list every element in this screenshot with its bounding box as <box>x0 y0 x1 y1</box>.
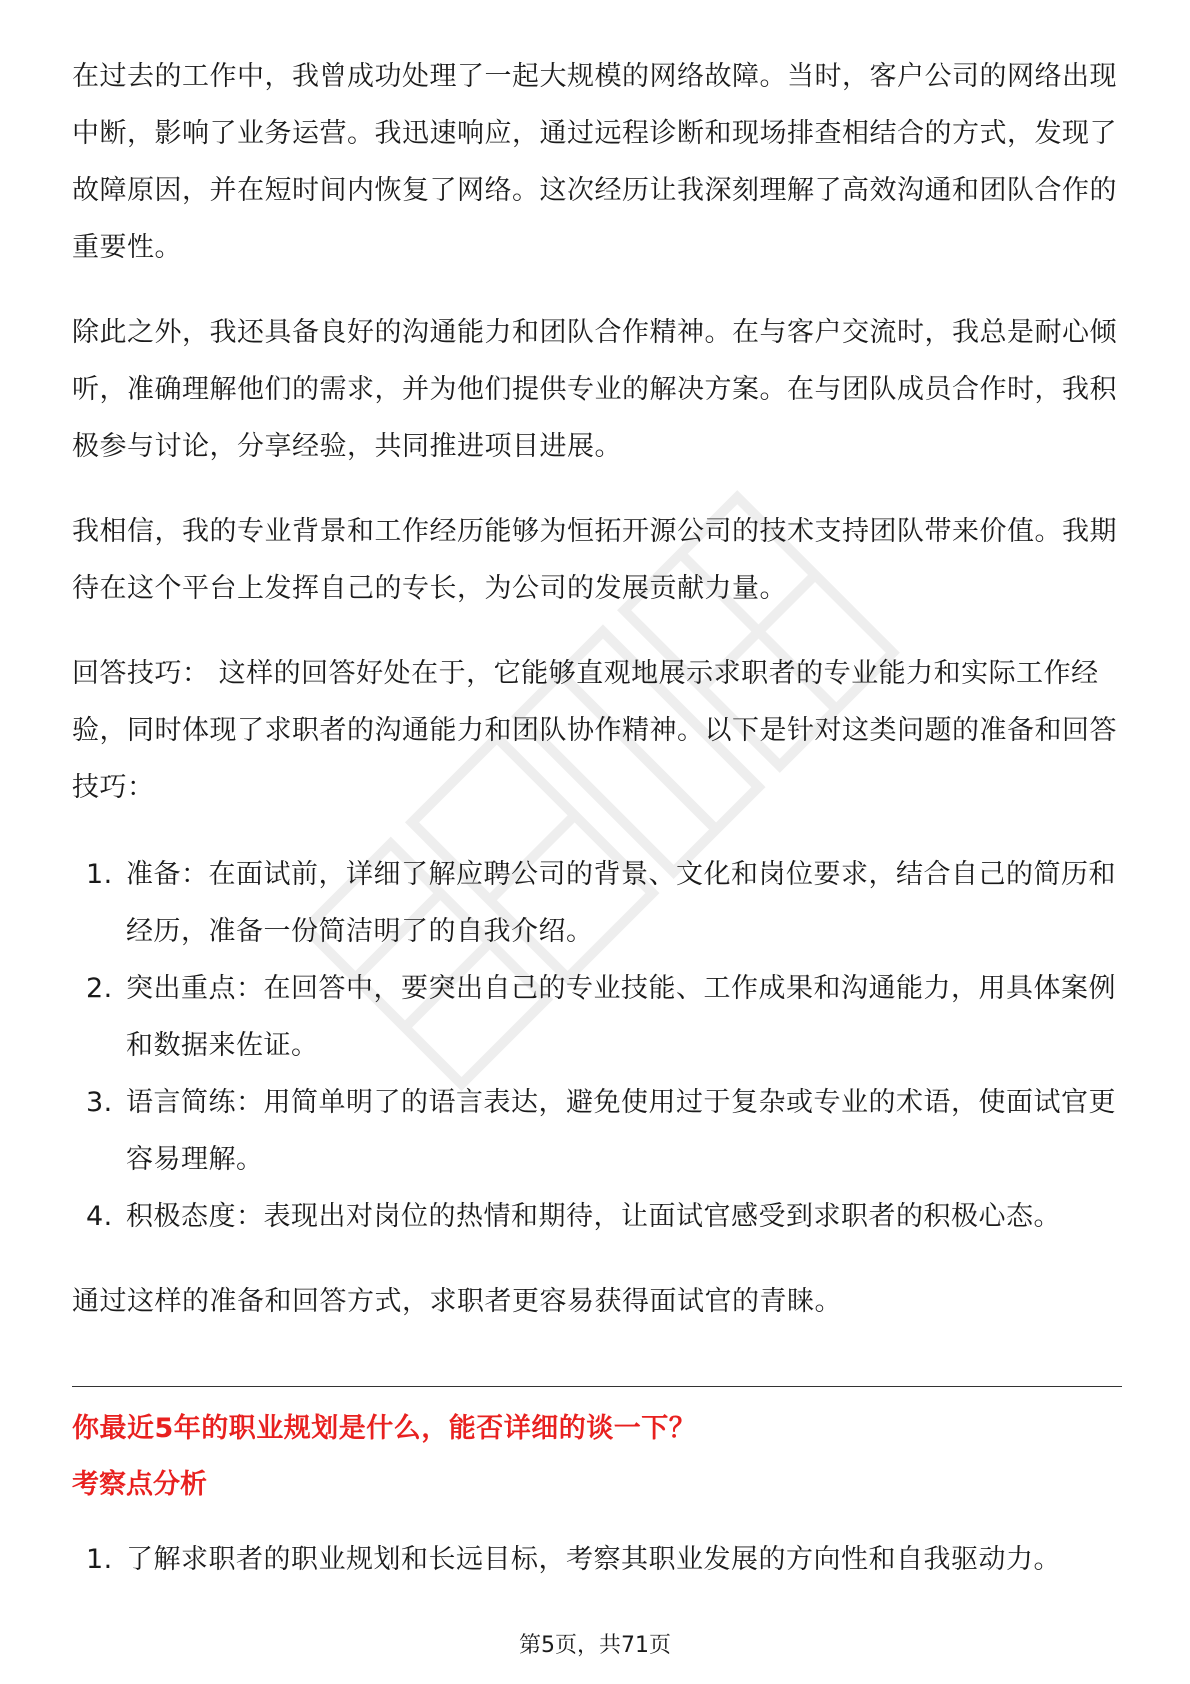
list-number: 2. <box>86 973 113 1004</box>
list-item-text: 积极态度：表现出对岗位的热情和期待，让面试官感受到求职者的积极心态。 <box>126 1201 1061 1232</box>
tips-list <box>72 846 1122 1245</box>
list-item-text: 了解求职者的职业规划和长远目标，考察其职业发展的方向性和自我驱动力。 <box>126 1544 1061 1575</box>
paragraph-experience: 在过去的工作中，我曾成功处理了一起大规模的网络故障。当时，客户公司的网络出现中断，影响了业务运营。我迅速响应，通过远程诊断和现场排查相结合的方式，发现了故障原因，并在短时间内恢复了网络。这次经历让我深刻理解了高效沟通和团队合作的重要性。 <box>72 61 1117 263</box>
section-divider <box>72 1386 1122 1387</box>
list-number: 1. <box>86 1544 113 1575</box>
paragraph-answer-tips: 回答技巧： 这样的回答好处在于，它能够直观地展示求职者的专业能力和实际工作经验，同时体现了求职者的沟通能力和团队协作精神。以下是针对这类问题的准备和回答技巧： <box>72 658 1117 803</box>
analysis-heading: 考察点分析 <box>72 1469 207 1500</box>
list-item <box>72 1531 1122 1588</box>
list-item-text: 突出重点：在回答中，要突出自己的专业技能、工作成果和沟通能力，用具体案例和数据来佐证。 <box>126 973 1116 1061</box>
list-number: 4. <box>86 1201 113 1232</box>
list-item <box>72 1074 1122 1188</box>
list-item <box>72 960 1122 1074</box>
list-item <box>72 1188 1122 1245</box>
list-item-text: 准备：在面试前，详细了解应聘公司的背景、文化和岗位要求，结合自己的简历和经历，准备一份简洁明了的自我介绍。 <box>126 859 1116 947</box>
page-footer: 第5页，共71页 <box>519 1633 671 1658</box>
list-number: 3. <box>86 1087 113 1118</box>
paragraph-teamwork: 除此之外，我还具备良好的沟通能力和团队合作精神。在与客户交流时，我总是耐心倾听，准确理解他们的需求，并为他们提供专业的解决方案。在与团队成员合作时，我积极参与讨论，分享经验，共同推进项目进展。 <box>72 317 1117 462</box>
paragraph-value: 我相信，我的专业背景和工作经历能够为恒拓开源公司的技术支持团队带来价值。我期待在这个平台上发挥自己的专长，为公司的发展贡献力量。 <box>72 516 1117 604</box>
list-item-text: 语言简练：用简单明了的语言表达，避免使用过于复杂或专业的术语，使面试官更容易理解。 <box>126 1087 1116 1175</box>
analysis-list <box>72 1531 1122 1588</box>
list-number: 1. <box>86 859 113 890</box>
document-body <box>72 48 1122 1588</box>
closing-paragraph: 通过这样的准备和回答方式，求职者更容易获得面试官的青睐。 <box>72 1286 842 1317</box>
list-item <box>72 846 1122 960</box>
question-heading: 你最近5年的职业规划是什么，能否详细的谈一下？ <box>72 1413 697 1444</box>
